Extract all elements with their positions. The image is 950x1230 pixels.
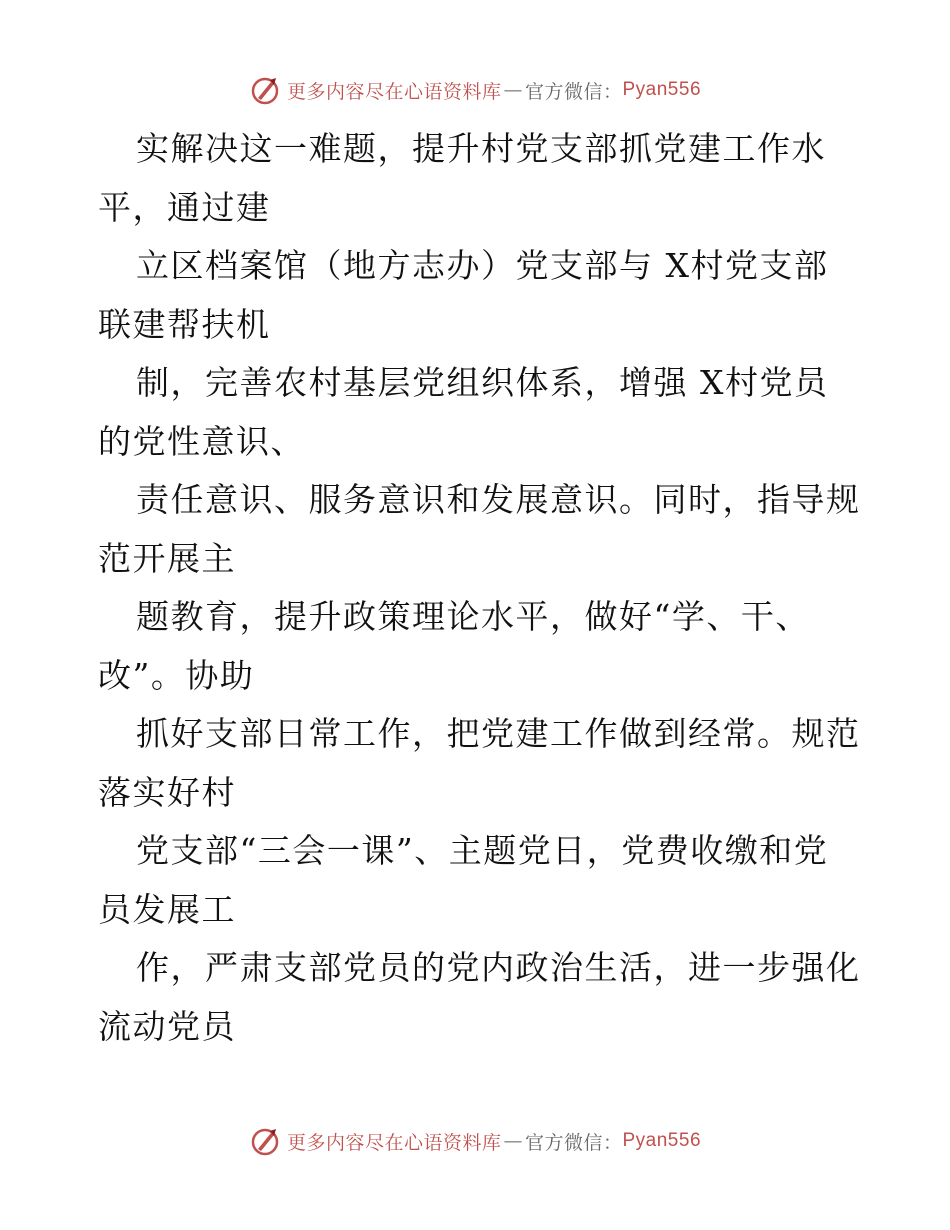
text-line: 员发展工 xyxy=(98,889,236,929)
text-line: 抓好支部日常工作，把党建工作做到经常。规范 xyxy=(136,714,861,753)
watermark-wechat-id: Pyan556 xyxy=(622,79,702,100)
text-line: 制，完善农村基层党组织体系，增强 X村党员 xyxy=(136,363,829,402)
watermark-separator: — xyxy=(503,1130,523,1152)
text-line: 责任意识、服务意识和发展意识。同时，指导规 xyxy=(136,480,861,519)
text-line: 平，通过建 xyxy=(98,187,271,227)
text-line: 流动党员 xyxy=(98,1006,236,1046)
text-line: 落实好村 xyxy=(98,772,236,812)
watermark-official-label: 官方微信： xyxy=(524,1131,623,1154)
text-line: 立区档案馆（地方志办）党支部与 X村党支部 xyxy=(136,246,829,285)
text-line: 党支部“三会一课”、主题党日，党费收缴和党 xyxy=(136,831,829,870)
quill-logo-icon xyxy=(249,1125,281,1157)
text-line: 题教育，提升政策理论水平，做好“学、干、 xyxy=(136,597,810,636)
watermark-main-text: 更多内容尽在心语资料库 xyxy=(286,80,502,103)
text-line: 的党性意识、 xyxy=(98,421,305,461)
text-line: 改”。协助 xyxy=(98,655,255,695)
text-line: 范开展主 xyxy=(98,538,236,578)
watermark-main-text: 更多内容尽在心语资料库 xyxy=(286,1131,502,1154)
watermark-wechat-id: Pyan556 xyxy=(622,1130,702,1151)
text-line: 作，严肃支部党员的党内政治生活，进一步强化 xyxy=(136,948,861,987)
watermark-official-label: 官方微信： xyxy=(524,80,623,103)
footer-watermark xyxy=(0,1125,950,1157)
text-line: 实解决这一难题，提升村党支部抓党建工作水 xyxy=(136,129,826,168)
document-body xyxy=(98,120,861,1056)
watermark-separator: — xyxy=(503,79,523,101)
header-watermark xyxy=(0,74,950,106)
text-line: 联建帮扶机 xyxy=(98,304,271,344)
quill-logo-icon xyxy=(249,74,281,106)
